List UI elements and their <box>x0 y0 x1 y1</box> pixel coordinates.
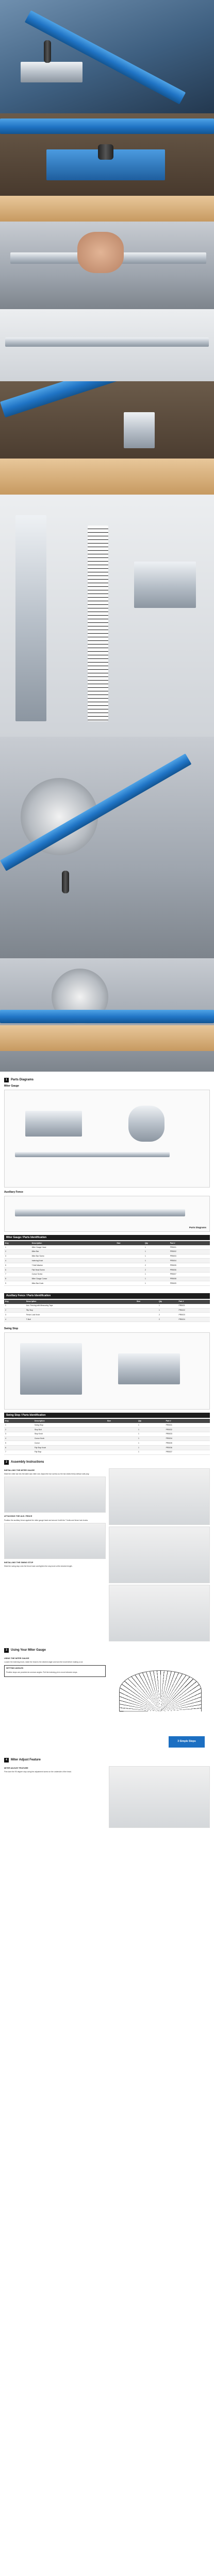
stop-text: Slide the swing stop onto the fence track and tighten the stop knob at the desired length. <box>4 1565 73 1568</box>
table-cell <box>116 1272 144 1277</box>
table-row <box>4 1263 210 1268</box>
stop-heading: INSTALLING THE SWING STOP <box>4 1562 34 1564</box>
table-row <box>4 1450 210 1454</box>
miter-gauge-diagram <box>4 1090 210 1188</box>
section-title: Using Your Miter Gauge <box>11 1649 46 1652</box>
table-cell: 5 <box>4 1441 34 1446</box>
swing-parts-body <box>4 1423 210 1454</box>
table-cell: 4 <box>4 1259 31 1263</box>
table-cell: Miter Bar Screw <box>31 1254 116 1259</box>
table-cell: Stop Bolt <box>34 1427 106 1432</box>
table-cell: 5 <box>4 1263 31 1268</box>
figure-assembly-3 <box>109 1585 210 1641</box>
table-cell <box>106 1441 137 1446</box>
miter-parts-table <box>4 1241 210 1286</box>
blue-fence-rail-3 <box>0 381 209 417</box>
table-cell: PR5023 <box>177 1313 210 1317</box>
table-cell: 1 <box>158 1308 177 1313</box>
col-size: Size <box>136 1300 158 1304</box>
indexing-knob-icon <box>44 40 51 63</box>
col-description: Description <box>34 1419 106 1423</box>
table-cell: 2 <box>144 1263 169 1268</box>
table-cell: 1 <box>4 1245 31 1249</box>
table-cell <box>136 1308 158 1313</box>
miter-parts-body <box>4 1245 210 1286</box>
table-row <box>4 1432 210 1436</box>
section-title: Parts Diagrams <box>11 1078 34 1082</box>
section-number: 4 <box>4 1758 9 1762</box>
table-cell: 1 <box>144 1259 169 1263</box>
indexing-knob-icon-2 <box>62 871 69 893</box>
miter-gauge-head <box>21 62 83 82</box>
table-row <box>4 1308 210 1313</box>
table-cell: Flip Stop <box>25 1308 136 1313</box>
installing-heading: INSTALLING THE MITER GAUGE <box>4 1469 35 1471</box>
adjust-text: Fine-tune the 90 degree stop using the adjustment screw on the underside of the head. <box>4 1770 72 1773</box>
wood-board-2 <box>0 1025 214 1051</box>
table-row <box>4 1423 210 1427</box>
product-photo-miter-head <box>0 113 214 222</box>
table-cell: 1 <box>137 1427 165 1432</box>
table-cell: PR5008 <box>169 1277 210 1281</box>
figure-assembly-2 <box>109 1527 210 1583</box>
diagram-flip-stop <box>118 1353 180 1384</box>
steps-row <box>4 1732 210 1753</box>
table-cell <box>106 1436 137 1441</box>
table-cell <box>116 1259 144 1263</box>
table-cell: 3 <box>4 1254 31 1259</box>
table-cell <box>136 1317 158 1322</box>
table-cell: 4 <box>4 1436 34 1441</box>
col-key: Key <box>4 1419 34 1423</box>
table-cell: PR5007 <box>169 1272 210 1277</box>
col-size: Size <box>106 1419 137 1423</box>
table-cell: 7 <box>4 1272 31 1277</box>
table-cell <box>116 1268 144 1273</box>
col-key: Key <box>4 1300 25 1304</box>
swing-parts-table-title: Swing Stop / Parts Identification <box>4 1413 210 1418</box>
section-header-parts <box>4 1078 210 1082</box>
col-description: Description <box>31 1241 116 1245</box>
table-cell: Indexing Knob <box>31 1259 116 1263</box>
figure-assembly-1 <box>109 1468 210 1525</box>
table-row <box>4 1249 210 1254</box>
angle-heading: SETTING ANGLES <box>6 1667 24 1670</box>
protractor-scale-icon <box>119 1670 202 1711</box>
table-cell: 1 <box>137 1450 165 1454</box>
table-cell: PR5001 <box>169 1245 210 1249</box>
table-cell <box>106 1450 137 1454</box>
table-row <box>4 1254 210 1259</box>
table-cell <box>116 1249 144 1254</box>
fence-text: Position the auxiliary fence against the miter gauge head and secure it with the T-bolts and fence lock knobs. <box>4 1519 88 1521</box>
hand-icon <box>77 232 124 273</box>
table-cell <box>106 1427 137 1432</box>
diagram-knob <box>128 1106 164 1142</box>
aux-parts-table-title: Auxiliary Fence / Parts Identification <box>4 1293 210 1299</box>
table-cell: 3 <box>4 1432 34 1436</box>
table-row <box>4 1281 210 1286</box>
table-cell: PR5024 <box>177 1317 210 1322</box>
table-cell <box>116 1277 144 1281</box>
table-cell: Swing Stop <box>34 1423 106 1427</box>
table-row <box>4 1427 210 1432</box>
table-cell: PR5005 <box>169 1263 210 1268</box>
lock-knob-icon <box>98 144 113 160</box>
installing-text: Slide the miter bar into the table saw miter slot. Adjust the bar screws so the bar slides freely without side play. <box>4 1472 90 1475</box>
table-cell: PR5035 <box>165 1441 210 1446</box>
col-description: Description <box>25 1300 136 1304</box>
table-cell: Miter Bar Knob <box>31 1281 116 1286</box>
wood-board <box>0 459 214 495</box>
swing-parts-table <box>4 1419 210 1454</box>
aux-fence-diagram <box>4 1196 210 1232</box>
measuring-tape <box>88 526 108 721</box>
col-part: Part # <box>177 1300 210 1304</box>
using-heading: USING THE MITER GAUGE <box>4 1657 29 1659</box>
table-cell: PR5034 <box>165 1436 210 1441</box>
product-photo-flip-stop <box>0 381 214 495</box>
table-cell: 1 <box>144 1254 169 1259</box>
table-row <box>4 1313 210 1317</box>
steps-badge: 3 Simple Steps <box>169 1736 205 1748</box>
table-cell: 3 <box>4 1313 25 1317</box>
blue-fence-rail-5 <box>0 1010 214 1023</box>
miter-parts-table-title: Miter Gauge / Parts Identification <box>4 1235 210 1241</box>
miter-gauge-heading: Miter Gauge <box>4 1084 19 1088</box>
table-cell: PR5003 <box>169 1254 210 1259</box>
adjust-col-right <box>109 1765 210 1829</box>
table-cell: 7 <box>4 1450 34 1454</box>
aux-parts-table <box>4 1300 210 1322</box>
table-cell: Cursor Screw <box>31 1272 116 1277</box>
table-cell: PR5009 <box>169 1281 210 1286</box>
section-header-assembly <box>4 1460 210 1465</box>
figure-installing <box>4 1477 106 1513</box>
section-title: Assembly Instructions <box>11 1461 44 1464</box>
product-photo-table-saw <box>0 737 214 958</box>
table-cell: 1 <box>4 1304 25 1308</box>
table-cell: 2 <box>158 1313 177 1317</box>
assembly-columns <box>4 1467 210 1643</box>
col-key: Key <box>4 1241 31 1245</box>
col-qty: Qty <box>144 1241 169 1245</box>
swing-stop-heading: Swing Stop <box>4 1327 19 1330</box>
product-photo-miter-bar <box>0 309 214 381</box>
table-cell: Miter Gauge Head <box>31 1245 116 1249</box>
table-cell: 1 <box>144 1277 169 1281</box>
table-cell: 1 <box>137 1423 165 1427</box>
swing-stop-diagram <box>4 1332 210 1410</box>
table-cell: PR5006 <box>169 1268 210 1273</box>
table-cell: 6 <box>4 1268 31 1273</box>
table-cell <box>106 1423 137 1427</box>
diagram-aux-fence <box>15 1209 185 1216</box>
product-photo-scale <box>0 495 214 737</box>
table-cell: 1 <box>4 1423 34 1427</box>
table-cell: 1 <box>137 1432 165 1436</box>
section-number: 2 <box>4 1460 9 1465</box>
table-row <box>4 1245 210 1249</box>
table-row <box>4 1304 210 1308</box>
using-col-left <box>4 1655 106 1732</box>
table-cell <box>116 1281 144 1286</box>
col-part: Part # <box>169 1241 210 1245</box>
table-cell: 8 <box>4 1277 31 1281</box>
table-row <box>4 1268 210 1273</box>
figure-fence <box>4 1523 106 1559</box>
table-cell: PR5022 <box>177 1308 210 1313</box>
table-cell: 1 <box>158 1304 177 1308</box>
table-row <box>4 1446 210 1450</box>
diagram-gauge-head <box>25 1111 82 1137</box>
assembly-col-left <box>4 1467 106 1643</box>
diagram-swing-stop <box>20 1343 82 1395</box>
parts-diagram-tag: Parts Diagrams <box>189 1226 206 1229</box>
table-cell: 2 <box>144 1268 169 1273</box>
angle-text: Positive stops are provided at common angles. Pull the indexing pin to move between stops. <box>6 1671 78 1673</box>
aux-parts-body <box>4 1304 210 1322</box>
miter-bar-full <box>5 337 209 347</box>
adjust-col-left <box>4 1765 106 1829</box>
table-cell: 1 <box>144 1272 169 1277</box>
section-number: 1 <box>4 1078 9 1082</box>
table-row <box>4 1441 210 1446</box>
table-cell: Cursor <box>34 1441 106 1446</box>
table-cell: PR5021 <box>177 1304 210 1308</box>
assembly-col-right <box>109 1467 210 1643</box>
using-col-right <box>109 1655 210 1732</box>
table-cell: Flat Head Screw <box>31 1268 116 1273</box>
table-cell <box>116 1263 144 1268</box>
table-cell: 1 <box>144 1281 169 1286</box>
table-cell <box>136 1313 158 1317</box>
swing-stop <box>134 562 196 608</box>
table-cell <box>106 1446 137 1450</box>
table-cell: Aux. Fencing with Measuring Tape <box>25 1304 136 1308</box>
table-cell: PR5032 <box>165 1427 210 1432</box>
wood-workpiece <box>0 196 214 222</box>
table-cell: Cursor Knob <box>34 1436 106 1441</box>
table-cell: PR5002 <box>169 1249 210 1254</box>
fence-heading: ATTACHING THE AUX. FENCE <box>4 1515 32 1518</box>
angle-note-box <box>4 1665 106 1677</box>
fence-extrusion-vertical <box>15 515 46 721</box>
instruction-manual <box>0 1072 214 2576</box>
table-cell <box>116 1245 144 1249</box>
using-text: Loosen the indexing knob, rotate the head to the desired angle and lock the knob before making a cut. <box>4 1660 84 1663</box>
table-cell: 2 <box>4 1308 25 1313</box>
table-cell: Fence Lock Knob <box>25 1313 136 1317</box>
blue-fence-rail-2 <box>0 118 214 134</box>
table-cell: 1 <box>137 1441 165 1446</box>
table-cell: PR5036 <box>165 1446 210 1450</box>
table-row <box>4 1317 210 1322</box>
table-cell: 1 <box>144 1249 169 1254</box>
aux-fence-heading: Auxiliary Fence <box>4 1190 23 1194</box>
section-header-using <box>4 1648 210 1653</box>
table-cell: PR5031 <box>165 1423 210 1427</box>
figure-adjust <box>109 1766 210 1828</box>
using-columns <box>4 1655 210 1732</box>
adjust-columns <box>4 1765 210 1829</box>
table-row <box>4 1277 210 1281</box>
section-number: 3 <box>4 1648 9 1653</box>
table-row <box>4 1272 210 1277</box>
table-cell: PR5033 <box>165 1432 210 1436</box>
col-size: Size <box>116 1241 144 1245</box>
diagram-miter-bar <box>15 1152 170 1157</box>
section-title: Miter Adjust Feature <box>11 1758 41 1762</box>
table-cell: T-Bolt <box>25 1317 136 1322</box>
table-cell: 6 <box>4 1446 34 1450</box>
adjust-heading: MITER ADJUST FEATURE <box>4 1767 28 1769</box>
table-row <box>4 1436 210 1441</box>
col-qty: Qty <box>137 1419 165 1423</box>
table-cell <box>116 1254 144 1259</box>
table-cell: 4 <box>4 1317 25 1322</box>
table-cell: T-Bolt Washer <box>31 1263 116 1268</box>
flip-stop <box>124 412 155 448</box>
col-qty: Qty <box>158 1300 177 1304</box>
table-row <box>4 1259 210 1263</box>
table-cell: 2 <box>4 1249 31 1254</box>
table-cell: Miter Gauge Cursor <box>31 1277 116 1281</box>
table-cell: 1 <box>137 1446 165 1450</box>
section-header-adjust <box>4 1758 210 1762</box>
table-cell: 2 <box>158 1317 177 1322</box>
product-photo-hand-adjust <box>0 222 214 309</box>
table-cell: 1 <box>144 1245 169 1249</box>
table-cell: 1 <box>137 1436 165 1441</box>
product-photo-miter-top <box>0 0 214 113</box>
table-cell <box>136 1304 158 1308</box>
table-cell: PR5037 <box>165 1450 210 1454</box>
table-cell: Flip Stop <box>34 1450 106 1454</box>
table-cell: Miter Bar <box>31 1249 116 1254</box>
product-photo-cut <box>0 958 214 1072</box>
table-cell: Stop Knob <box>34 1432 106 1436</box>
col-part: Part # <box>165 1419 210 1423</box>
table-cell <box>106 1432 137 1436</box>
table-cell: 2 <box>4 1427 34 1432</box>
table-cell: PR5004 <box>169 1259 210 1263</box>
table-cell: Flip Stop Knob <box>34 1446 106 1450</box>
table-cell: 9 <box>4 1281 31 1286</box>
